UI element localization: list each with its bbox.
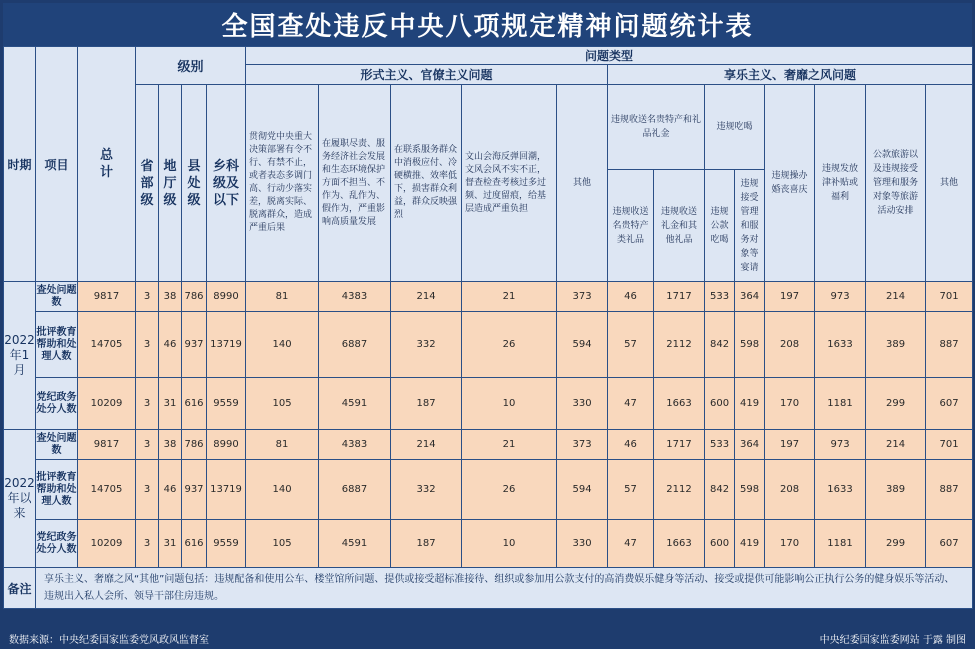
formalism-col-3: 在联系服务群众中消极应付、冷硬横推、效率低下，损害群众利益，群众反映强烈 [391, 85, 462, 282]
row-label: 查处问题数 [36, 430, 78, 460]
value-cell: 46 [159, 312, 182, 378]
value-cell: 9559 [207, 520, 246, 568]
value-cell: 842 [705, 312, 735, 378]
value-cell: 14705 [78, 312, 136, 378]
value-cell: 299 [866, 520, 926, 568]
value-cell: 3 [136, 378, 159, 430]
value-cell: 1717 [654, 430, 705, 460]
row-label: 党纪政务处分人数 [36, 378, 78, 430]
value-cell: 786 [182, 282, 207, 312]
value-cell: 57 [608, 460, 654, 520]
value-cell: 373 [557, 430, 608, 460]
value-cell: 21 [462, 430, 557, 460]
row-label: 批评教育帮助和处理人数 [36, 312, 78, 378]
level-provincial-text: 省部级 [140, 158, 154, 208]
value-cell: 21 [462, 282, 557, 312]
credit: 中央纪委国家监委网站 于露 制图 [819, 635, 966, 646]
value-cell: 10 [462, 378, 557, 430]
value-cell: 81 [246, 430, 319, 460]
value-cell: 8990 [207, 282, 246, 312]
value-cell: 973 [815, 282, 866, 312]
hedon-col-allowance: 违规发放津补贴或福利 [815, 85, 866, 282]
table-row [4, 430, 973, 460]
formalism-col-2: 在履职尽责、服务经济社会发展和生态环境保护方面不担当、不作为、乱作为、假作为，严重影响高质量发展 [319, 85, 391, 282]
table-row [4, 378, 973, 430]
value-cell: 14705 [78, 460, 136, 520]
value-cell: 105 [246, 378, 319, 430]
value-cell: 533 [705, 430, 735, 460]
value-cell: 57 [608, 312, 654, 378]
row-label: 批评教育帮助和处理人数 [36, 460, 78, 520]
value-cell: 1181 [815, 520, 866, 568]
dine-col-banquet: 违规接受管理和服务对象等宴请 [735, 170, 765, 282]
value-cell: 887 [926, 460, 973, 520]
value-cell: 10209 [78, 378, 136, 430]
value-cell: 1633 [815, 460, 866, 520]
value-cell: 332 [391, 460, 462, 520]
value-cell: 330 [557, 520, 608, 568]
value-cell: 140 [246, 312, 319, 378]
value-cell: 299 [866, 378, 926, 430]
note-text: 享乐主义、奢靡之风“其他”问题包括：违规配备和使用公车、楼堂馆所问题、提供或接受超标准接待、组织或参加用公款支付的高消费娱乐健身等活动、接受或提供可能影响公正执行公务的健身娱乐等活动、违规出入私人会所、领导干部住房违规。 [36, 568, 973, 609]
value-cell: 170 [765, 378, 815, 430]
value-cell: 3 [136, 520, 159, 568]
footer [3, 631, 972, 646]
header-total-text: 总计 [99, 148, 113, 180]
period-cell: 2022年以来 [4, 430, 36, 568]
value-cell: 607 [926, 520, 973, 568]
value-cell: 598 [735, 460, 765, 520]
value-cell: 1717 [654, 282, 705, 312]
note-row [4, 568, 973, 609]
table-row [4, 460, 973, 520]
value-cell: 389 [866, 460, 926, 520]
title-bar [3, 3, 972, 46]
value-cell: 607 [926, 378, 973, 430]
value-cell: 4383 [319, 430, 391, 460]
level-provincial [136, 85, 159, 282]
value-cell: 26 [462, 460, 557, 520]
value-cell: 31 [159, 378, 182, 430]
value-cell: 9817 [78, 282, 136, 312]
value-cell: 214 [391, 430, 462, 460]
value-cell: 4591 [319, 378, 391, 430]
value-cell: 46 [608, 430, 654, 460]
value-cell: 937 [182, 312, 207, 378]
table-row [4, 520, 973, 568]
value-cell: 973 [815, 430, 866, 460]
value-cell: 214 [866, 430, 926, 460]
value-cell: 38 [159, 282, 182, 312]
header-hedonism: 享乐主义、奢靡之风问题 [608, 65, 973, 85]
level-township [207, 85, 246, 282]
value-cell: 4591 [319, 520, 391, 568]
header-problem-type: 问题类型 [246, 47, 973, 65]
value-cell: 616 [182, 378, 207, 430]
value-cell: 13719 [207, 460, 246, 520]
value-cell: 1663 [654, 378, 705, 430]
value-cell: 937 [182, 460, 207, 520]
formalism-col-4: 文山会海反弹回潮，文风会风不实不正，督查检查考核过多过频、过度留痕，给基层造成严重负担 [462, 85, 557, 282]
value-cell: 9559 [207, 378, 246, 430]
value-cell: 600 [705, 378, 735, 430]
value-cell: 9817 [78, 430, 136, 460]
gift-group-header: 违规收送名贵特产和礼品礼金 [608, 85, 705, 170]
header-period: 时期 [4, 47, 36, 282]
value-cell: 81 [246, 282, 319, 312]
dine-col-public: 违规公款吃喝 [705, 170, 735, 282]
value-cell: 31 [159, 520, 182, 568]
formalism-col-other: 其他 [557, 85, 608, 282]
value-cell: 1663 [654, 520, 705, 568]
value-cell: 1181 [815, 378, 866, 430]
value-cell: 197 [765, 282, 815, 312]
statistics-table [3, 46, 973, 609]
value-cell: 214 [866, 282, 926, 312]
value-cell: 187 [391, 378, 462, 430]
value-cell: 701 [926, 430, 973, 460]
value-cell: 208 [765, 460, 815, 520]
value-cell: 1633 [815, 312, 866, 378]
level-county [182, 85, 207, 282]
value-cell: 389 [866, 312, 926, 378]
value-cell: 594 [557, 312, 608, 378]
level-prefectural [159, 85, 182, 282]
value-cell: 26 [462, 312, 557, 378]
table-row [4, 312, 973, 378]
value-cell: 3 [136, 282, 159, 312]
row-label: 党纪政务处分人数 [36, 520, 78, 568]
row-label: 查处问题数 [36, 282, 78, 312]
value-cell: 46 [159, 460, 182, 520]
value-cell: 214 [391, 282, 462, 312]
hedon-col-wedding: 违规操办婚丧喜庆 [765, 85, 815, 282]
value-cell: 46 [608, 282, 654, 312]
value-cell: 10209 [78, 520, 136, 568]
header-item: 项目 [36, 47, 78, 282]
note-label: 备注 [4, 568, 36, 609]
period-cell: 2022年1月 [4, 282, 36, 430]
hedon-col-other: 其他 [926, 85, 973, 282]
value-cell: 170 [765, 520, 815, 568]
value-cell: 6887 [319, 312, 391, 378]
page-title: 全国查处违反中央八项规定精神问题统计表 [221, 12, 754, 42]
level-prefectural-text: 地厅级 [163, 158, 177, 208]
value-cell: 3 [136, 430, 159, 460]
hedon-col-travel: 公款旅游以及违规接受管理和服务对象等旅游活动安排 [866, 85, 926, 282]
value-cell: 842 [705, 460, 735, 520]
value-cell: 47 [608, 520, 654, 568]
value-cell: 598 [735, 312, 765, 378]
value-cell: 2112 [654, 312, 705, 378]
value-cell: 533 [705, 282, 735, 312]
value-cell: 600 [705, 520, 735, 568]
value-cell: 140 [246, 460, 319, 520]
value-cell: 594 [557, 460, 608, 520]
value-cell: 10 [462, 520, 557, 568]
value-cell: 13719 [207, 312, 246, 378]
value-cell: 419 [735, 378, 765, 430]
value-cell: 786 [182, 430, 207, 460]
value-cell: 187 [391, 520, 462, 568]
gift-col-specialty: 违规收送名贵特产类礼品 [608, 170, 654, 282]
value-cell: 616 [182, 520, 207, 568]
value-cell: 6887 [319, 460, 391, 520]
level-township-text: 乡科级及以下 [212, 158, 239, 208]
header-level: 级别 [136, 47, 246, 85]
table-row [4, 282, 973, 312]
value-cell: 105 [246, 520, 319, 568]
value-cell: 364 [735, 430, 765, 460]
level-county-text: 县处级 [187, 158, 201, 208]
data-source: 数据来源：中央纪委国家监委党风政风监督室 [9, 635, 209, 646]
value-cell: 208 [765, 312, 815, 378]
gift-col-cash: 违规收送礼金和其他礼品 [654, 170, 705, 282]
value-cell: 197 [765, 430, 815, 460]
value-cell: 373 [557, 282, 608, 312]
value-cell: 701 [926, 282, 973, 312]
value-cell: 887 [926, 312, 973, 378]
value-cell: 3 [136, 312, 159, 378]
value-cell: 419 [735, 520, 765, 568]
header-formalism: 形式主义、官僚主义问题 [246, 65, 608, 85]
value-cell: 3 [136, 460, 159, 520]
value-cell: 364 [735, 282, 765, 312]
value-cell: 330 [557, 378, 608, 430]
formalism-col-1: 贯彻党中央重大决策部署有令不行、有禁不止，或者表态多调门高、行动少落实差，脱离实际、脱离群众，造成严重后果 [246, 85, 319, 282]
value-cell: 38 [159, 430, 182, 460]
dine-group-header: 违规吃喝 [705, 85, 765, 170]
value-cell: 4383 [319, 282, 391, 312]
header-total [78, 47, 136, 282]
value-cell: 2112 [654, 460, 705, 520]
value-cell: 332 [391, 312, 462, 378]
value-cell: 47 [608, 378, 654, 430]
value-cell: 8990 [207, 430, 246, 460]
